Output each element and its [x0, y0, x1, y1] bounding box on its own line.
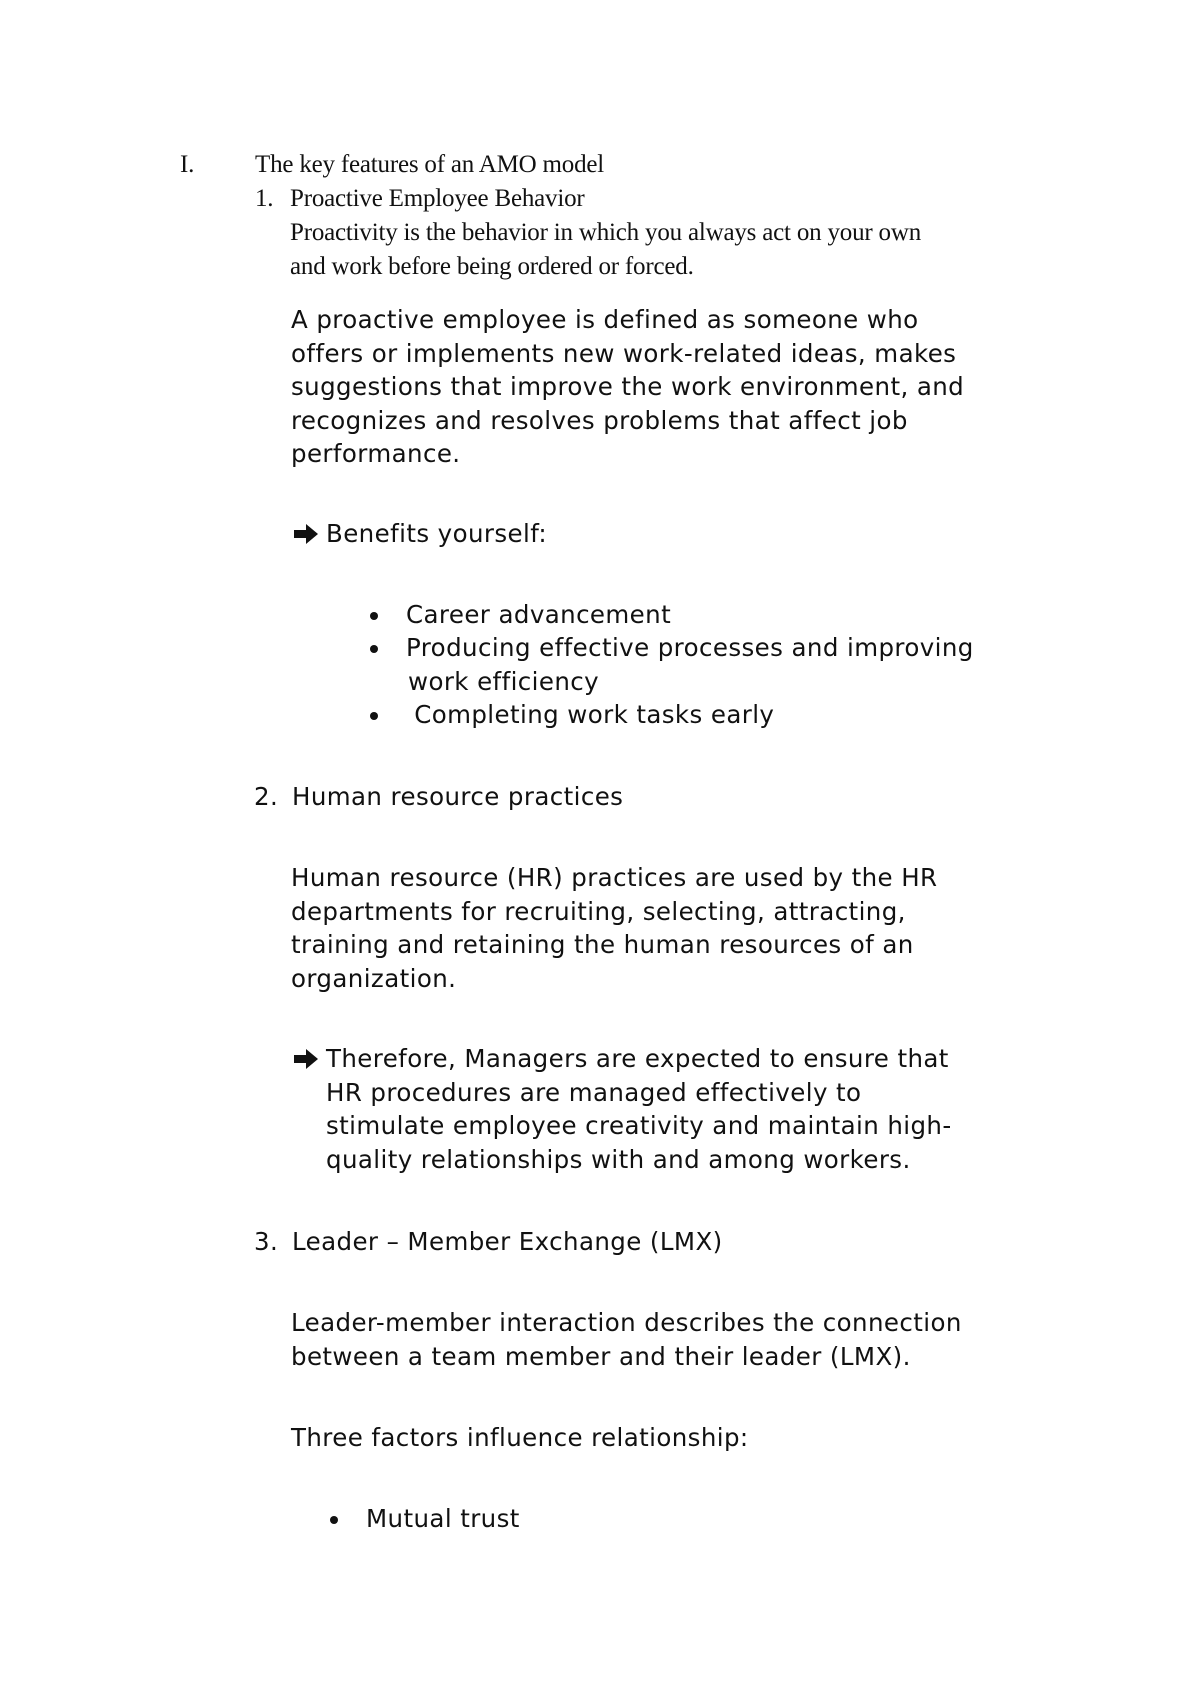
item-number: 3. [254, 1227, 279, 1256]
text-line: suggestions that improve the work environment, and [291, 372, 965, 401]
list-item: Career advancement [406, 600, 672, 629]
text-line: performance. [291, 439, 461, 468]
text-line: work efficiency [408, 666, 600, 696]
list-item [406, 631, 974, 698]
factors-heading: Three factors influence relationship: [291, 1423, 749, 1452]
text-line: Leader-member interaction describes the connection [291, 1308, 962, 1337]
section-numeral: I. [180, 151, 195, 178]
text-line: and work before being ordered or forced. [290, 253, 694, 280]
bullet-icon [330, 1516, 338, 1524]
item-number: 2. [254, 782, 279, 811]
text-line: A proactive employee is defined as someone who [291, 305, 919, 334]
bullet-icon [370, 712, 378, 720]
text-line: Human resource (HR) practices are used by the HR [291, 863, 938, 892]
list-item: Mutual trust [366, 1504, 520, 1533]
text-line: departments for recruiting, selecting, attracting, [291, 896, 906, 926]
item-number: 1. [255, 185, 274, 212]
paragraph [291, 303, 964, 471]
paragraph [291, 1306, 962, 1373]
text-line: Producing effective processes and improving [406, 633, 974, 662]
arrow-paragraph [326, 1042, 952, 1176]
text-line: Therefore, Managers are expected to ensure that [326, 1044, 949, 1073]
definition-text [290, 216, 921, 284]
text-line: stimulate employee creativity and maintain high- [326, 1111, 952, 1140]
item-title: Human resource practices [292, 782, 624, 811]
section-title: The key features of an AMO model [255, 151, 605, 178]
text-line: recognizes and resolves problems that affect job [291, 405, 908, 435]
right-arrow-icon [292, 522, 320, 546]
right-arrow-icon [292, 1047, 320, 1071]
bullet-icon [370, 645, 378, 653]
text-line: organization. [291, 963, 457, 993]
list-item: Completing work tasks early [406, 700, 775, 729]
text-line: Proactivity is the behavior in which you always act on your own [290, 219, 922, 246]
paragraph [291, 861, 937, 995]
benefits-heading: Benefits yourself: [326, 519, 548, 548]
text-line: between a team member and their leader (LMX). [291, 1341, 911, 1371]
text-line: training and retaining the human resources of an [291, 930, 914, 959]
text-line: quality relationships with and among workers. [326, 1144, 911, 1174]
item-title: Proactive Employee Behavior [290, 185, 585, 212]
bullet-icon [370, 612, 378, 620]
item-title: Leader – Member Exchange (LMX) [292, 1227, 723, 1256]
text-line: HR procedures are managed effectively to [326, 1077, 862, 1107]
text-line: offers or implements new work-related ideas, makes [291, 338, 957, 368]
